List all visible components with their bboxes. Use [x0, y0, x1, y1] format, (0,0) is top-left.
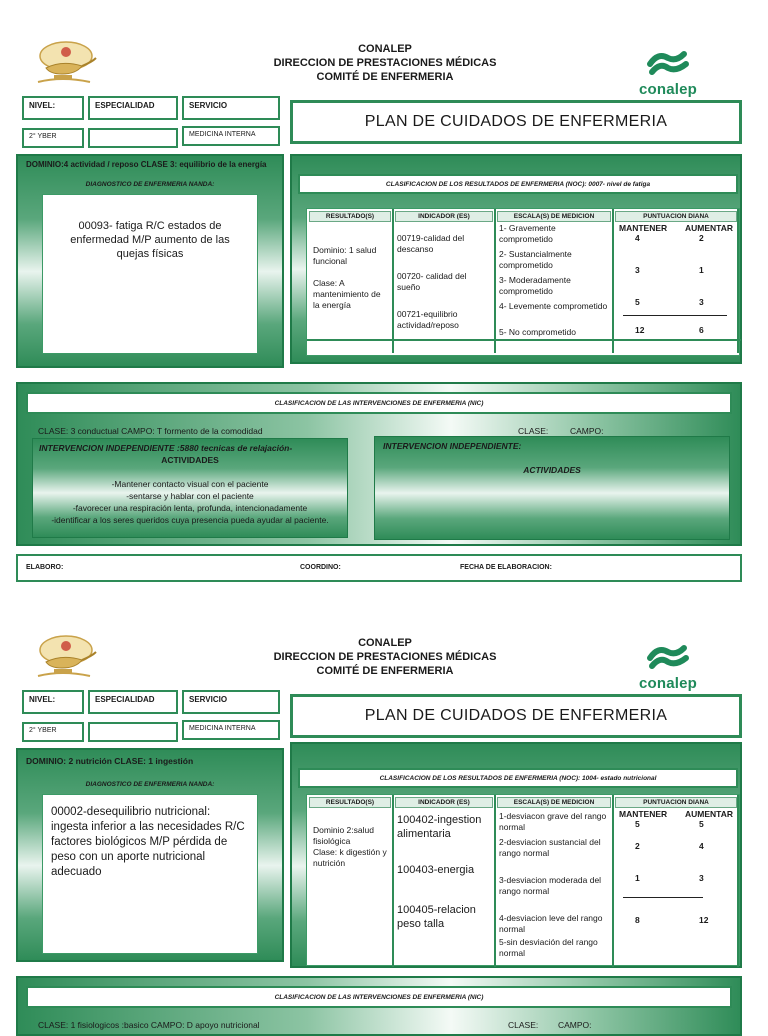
- nic-title-box: [26, 392, 732, 414]
- mantener-value: 5: [635, 297, 640, 307]
- conalep-wordmark: conalep: [638, 81, 698, 98]
- mantener-value: 1: [635, 873, 640, 883]
- nic-title: CLASIFICACION DE LAS INTERVENCIONES DE ENFERMERIA (NIC): [274, 994, 484, 1001]
- indicador-1: 00719-calidad del descanso: [397, 233, 465, 254]
- noc-title: CLASIFICACION DE LOS RESULTADOS DE ENFERMERIA (NOC): 1004- estado nutricional: [379, 775, 657, 782]
- fecha-label: FECHA DE ELABORACION:: [460, 564, 552, 571]
- especialidad-value[interactable]: [88, 722, 178, 742]
- interv-right-box: [374, 436, 730, 540]
- indicador-1: 100402-ingestion alimentaria: [397, 814, 482, 840]
- nic-panel: [16, 382, 742, 546]
- escala-3: 3-desviacion moderada del rango normal: [499, 875, 602, 896]
- col-escala: ESCALA(S) DE MEDICION: [497, 211, 611, 222]
- aumentar-value: 2: [699, 233, 704, 243]
- escala-2: 2-desviacion sustancial del rango normal: [499, 837, 601, 858]
- col-puntuacion: PUNTUACION DIANA: [615, 211, 737, 222]
- header-line-1: CONALEP: [358, 43, 412, 55]
- actividades-right-label: ACTIVIDADES: [523, 465, 581, 475]
- diagnosis-text: 00093- fatiga R/C estados de enfermedad M/P aumento de las quejas físicas: [70, 220, 230, 260]
- servicio-value[interactable]: MEDICINA INTERNA: [182, 720, 280, 740]
- noc-panel: [290, 154, 742, 364]
- noc-title-box: [298, 768, 738, 788]
- plan-title: PLAN DE CUIDADOS DE ENFERMERIA: [290, 694, 742, 738]
- nic-campo-right: CAMPO:: [558, 1020, 592, 1030]
- header-line-3: COMITÉ DE ENFERMERIA: [316, 665, 454, 677]
- indicador-3: 00721-equilibrio actividad/reposo: [397, 309, 459, 330]
- aumentar-label: AUMENTAR: [685, 809, 734, 819]
- header-line-3: COMITÉ DE ENFERMERIA: [316, 71, 454, 83]
- nivel-value[interactable]: 2° YBER: [22, 128, 84, 148]
- interv-right-title: INTERVENCION INDEPENDIENTE:: [383, 441, 522, 451]
- conalep-wordmark: conalep: [638, 675, 698, 692]
- escala-3: 3- Moderadamente comprometido: [499, 275, 571, 296]
- servicio-value[interactable]: MEDICINA INTERNA: [182, 126, 280, 146]
- diagnosis-panel: [16, 748, 284, 962]
- col-resultado: RESULTADO(S): [309, 797, 391, 808]
- nivel-label: NIVEL:: [22, 96, 84, 120]
- actividad-item: -sentarse y hablar con el paciente: [126, 491, 254, 501]
- elaboro-label: ELABORO:: [26, 564, 64, 571]
- noc-panel: [290, 742, 742, 968]
- conalep-logo: [628, 642, 708, 698]
- conalep-mark-icon: [646, 48, 690, 76]
- nic-clase-right: CLASE:: [518, 426, 549, 436]
- aumentar-value: 3: [699, 297, 704, 307]
- nic-clase-campo: CLASE: 1 fisiologicos :basico CAMPO: D apoyo nutricional: [38, 1020, 260, 1030]
- col-puntuacion: PUNTUACION DIANA: [615, 797, 737, 808]
- aumentar-value: 4: [699, 841, 704, 851]
- nivel-label: NIVEL:: [22, 690, 84, 714]
- nic-title: CLASIFICACION DE LAS INTERVENCIONES DE ENFERMERIA (NIC): [274, 400, 484, 407]
- noc-table: [306, 208, 740, 356]
- coordino-label: COORDINO:: [300, 564, 341, 571]
- resultado-text: Dominio 2:salud fisiológica Clase: k digestión y nutrición: [313, 825, 387, 868]
- aumentar-value: 3: [699, 873, 704, 883]
- escala-5: 5- No comprometido: [499, 327, 577, 337]
- col-indicador: INDICADOR (ES): [395, 797, 493, 808]
- mantener-value: 3: [635, 265, 640, 275]
- mantener-label: MANTENER: [619, 809, 668, 819]
- header-line-2: DIRECCION DE PRESTACIONES MÉDICAS: [273, 57, 497, 69]
- mantener-value: 5: [635, 819, 640, 829]
- escala-4: 4- Levemente comprometido: [499, 301, 608, 311]
- diagnosis-box: [42, 181, 258, 354]
- actividad-item: -identificar a los seres queridos cuya presencia pueda ayudar al paciente.: [51, 515, 329, 525]
- nic-clase-right: CLASE:: [508, 1020, 539, 1030]
- col-escala: ESCALA(S) DE MEDICION: [497, 797, 611, 808]
- resultado-text: Dominio: 1 salud funcional Clase: A mantenimiento de la energía: [313, 245, 381, 310]
- aumentar-total: 6: [699, 325, 704, 335]
- noc-title: CLASIFICACION DE LOS RESULTADOS DE ENFERMERIA (NOC): 0007- nivel de fatiga: [385, 181, 651, 188]
- col-resultado: RESULTADO(S): [309, 211, 391, 222]
- mantener-value: 4: [635, 233, 640, 243]
- lamp-logo-icon: [32, 38, 102, 88]
- nic-title-box: [26, 986, 732, 1008]
- escala-2: 2- Sustancialmente comprometido: [499, 249, 572, 270]
- dominio-text: DOMINIO:4 actividad / reposo CLASE 3: equilibrio de la energía: [26, 160, 267, 169]
- conalep-mark-icon: [646, 642, 690, 670]
- diagnosis-box: [42, 781, 258, 954]
- indicador-2: 00720- calidad del sueño: [397, 271, 467, 292]
- indicador-3: 100405-relacion peso talla: [397, 904, 476, 930]
- diagnosis-text: 00002-desequilibrio nutricional: ingesta inferior a las necesidades R/C factores biológicos M/P pérdida de peso con un aporte nutricional adecuado: [51, 806, 245, 878]
- aumentar-label: AUMENTAR: [685, 223, 734, 233]
- aumentar-value: 5: [699, 819, 704, 829]
- diagnosis-label: DIAGNOSTICO DE ENFERMERIA NANDA:: [85, 181, 215, 188]
- indicador-2: 100403-energia: [397, 864, 475, 876]
- actividades-label: ACTIVIDADES: [161, 455, 219, 465]
- servicio-label: SERVICIO: [182, 690, 280, 714]
- diagnosis-label: DIAGNOSTICO DE ENFERMERIA NANDA:: [85, 781, 215, 788]
- plan-title: PLAN DE CUIDADOS DE ENFERMERIA: [290, 100, 742, 144]
- interv-left-title: INTERVENCION INDEPENDIENTE :5880 tecnicas de relajación-: [39, 443, 293, 453]
- header-text: [230, 636, 540, 678]
- nic-campo-right: CAMPO:: [570, 426, 604, 436]
- mantener-label: MANTENER: [619, 223, 668, 233]
- signature-footer: [16, 554, 742, 582]
- especialidad-label: ESPECIALIDAD: [88, 690, 178, 714]
- servicio-label: SERVICIO: [182, 96, 280, 120]
- header-text: [230, 42, 540, 84]
- interv-left-box: [32, 438, 348, 538]
- escala-1: 1-desviacon grave del rango normal: [499, 811, 607, 832]
- nivel-value[interactable]: 2° YBER: [22, 722, 84, 742]
- noc-title-box: [298, 174, 738, 194]
- lamp-logo-icon: [32, 632, 102, 682]
- especialidad-value[interactable]: [88, 128, 178, 148]
- especialidad-label: ESPECIALIDAD: [88, 96, 178, 120]
- actividad-item: -Mantener contacto visual con el paciente: [111, 479, 269, 489]
- col-indicador: INDICADOR (ES): [395, 211, 493, 222]
- mantener-value: 2: [635, 841, 640, 851]
- mantener-total: 12: [635, 325, 645, 335]
- actividad-item: -favorecer una respiración lenta, profunda, intencionadamente: [72, 503, 308, 513]
- escala-4: 4-desviacion leve del rango normal: [499, 913, 603, 934]
- noc-table: [306, 794, 740, 966]
- conalep-logo: [628, 48, 708, 104]
- diagnosis-panel: [16, 154, 284, 368]
- header-line-1: CONALEP: [358, 637, 412, 649]
- mantener-total: 8: [635, 915, 640, 925]
- aumentar-total: 12: [699, 915, 709, 925]
- escala-5: 5-sin desviación del rango normal: [499, 937, 598, 958]
- header-line-2: DIRECCION DE PRESTACIONES MÉDICAS: [273, 651, 497, 663]
- escala-1: 1- Gravemente comprometido: [499, 223, 556, 244]
- nic-panel: [16, 976, 742, 1036]
- dominio-text: DOMINIO: 2 nutrición CLASE: 1 ingestión: [26, 756, 194, 766]
- nic-clase-campo: CLASE: 3 conductual CAMPO: T formento de la comodidad: [38, 426, 263, 436]
- aumentar-value: 1: [699, 265, 704, 275]
